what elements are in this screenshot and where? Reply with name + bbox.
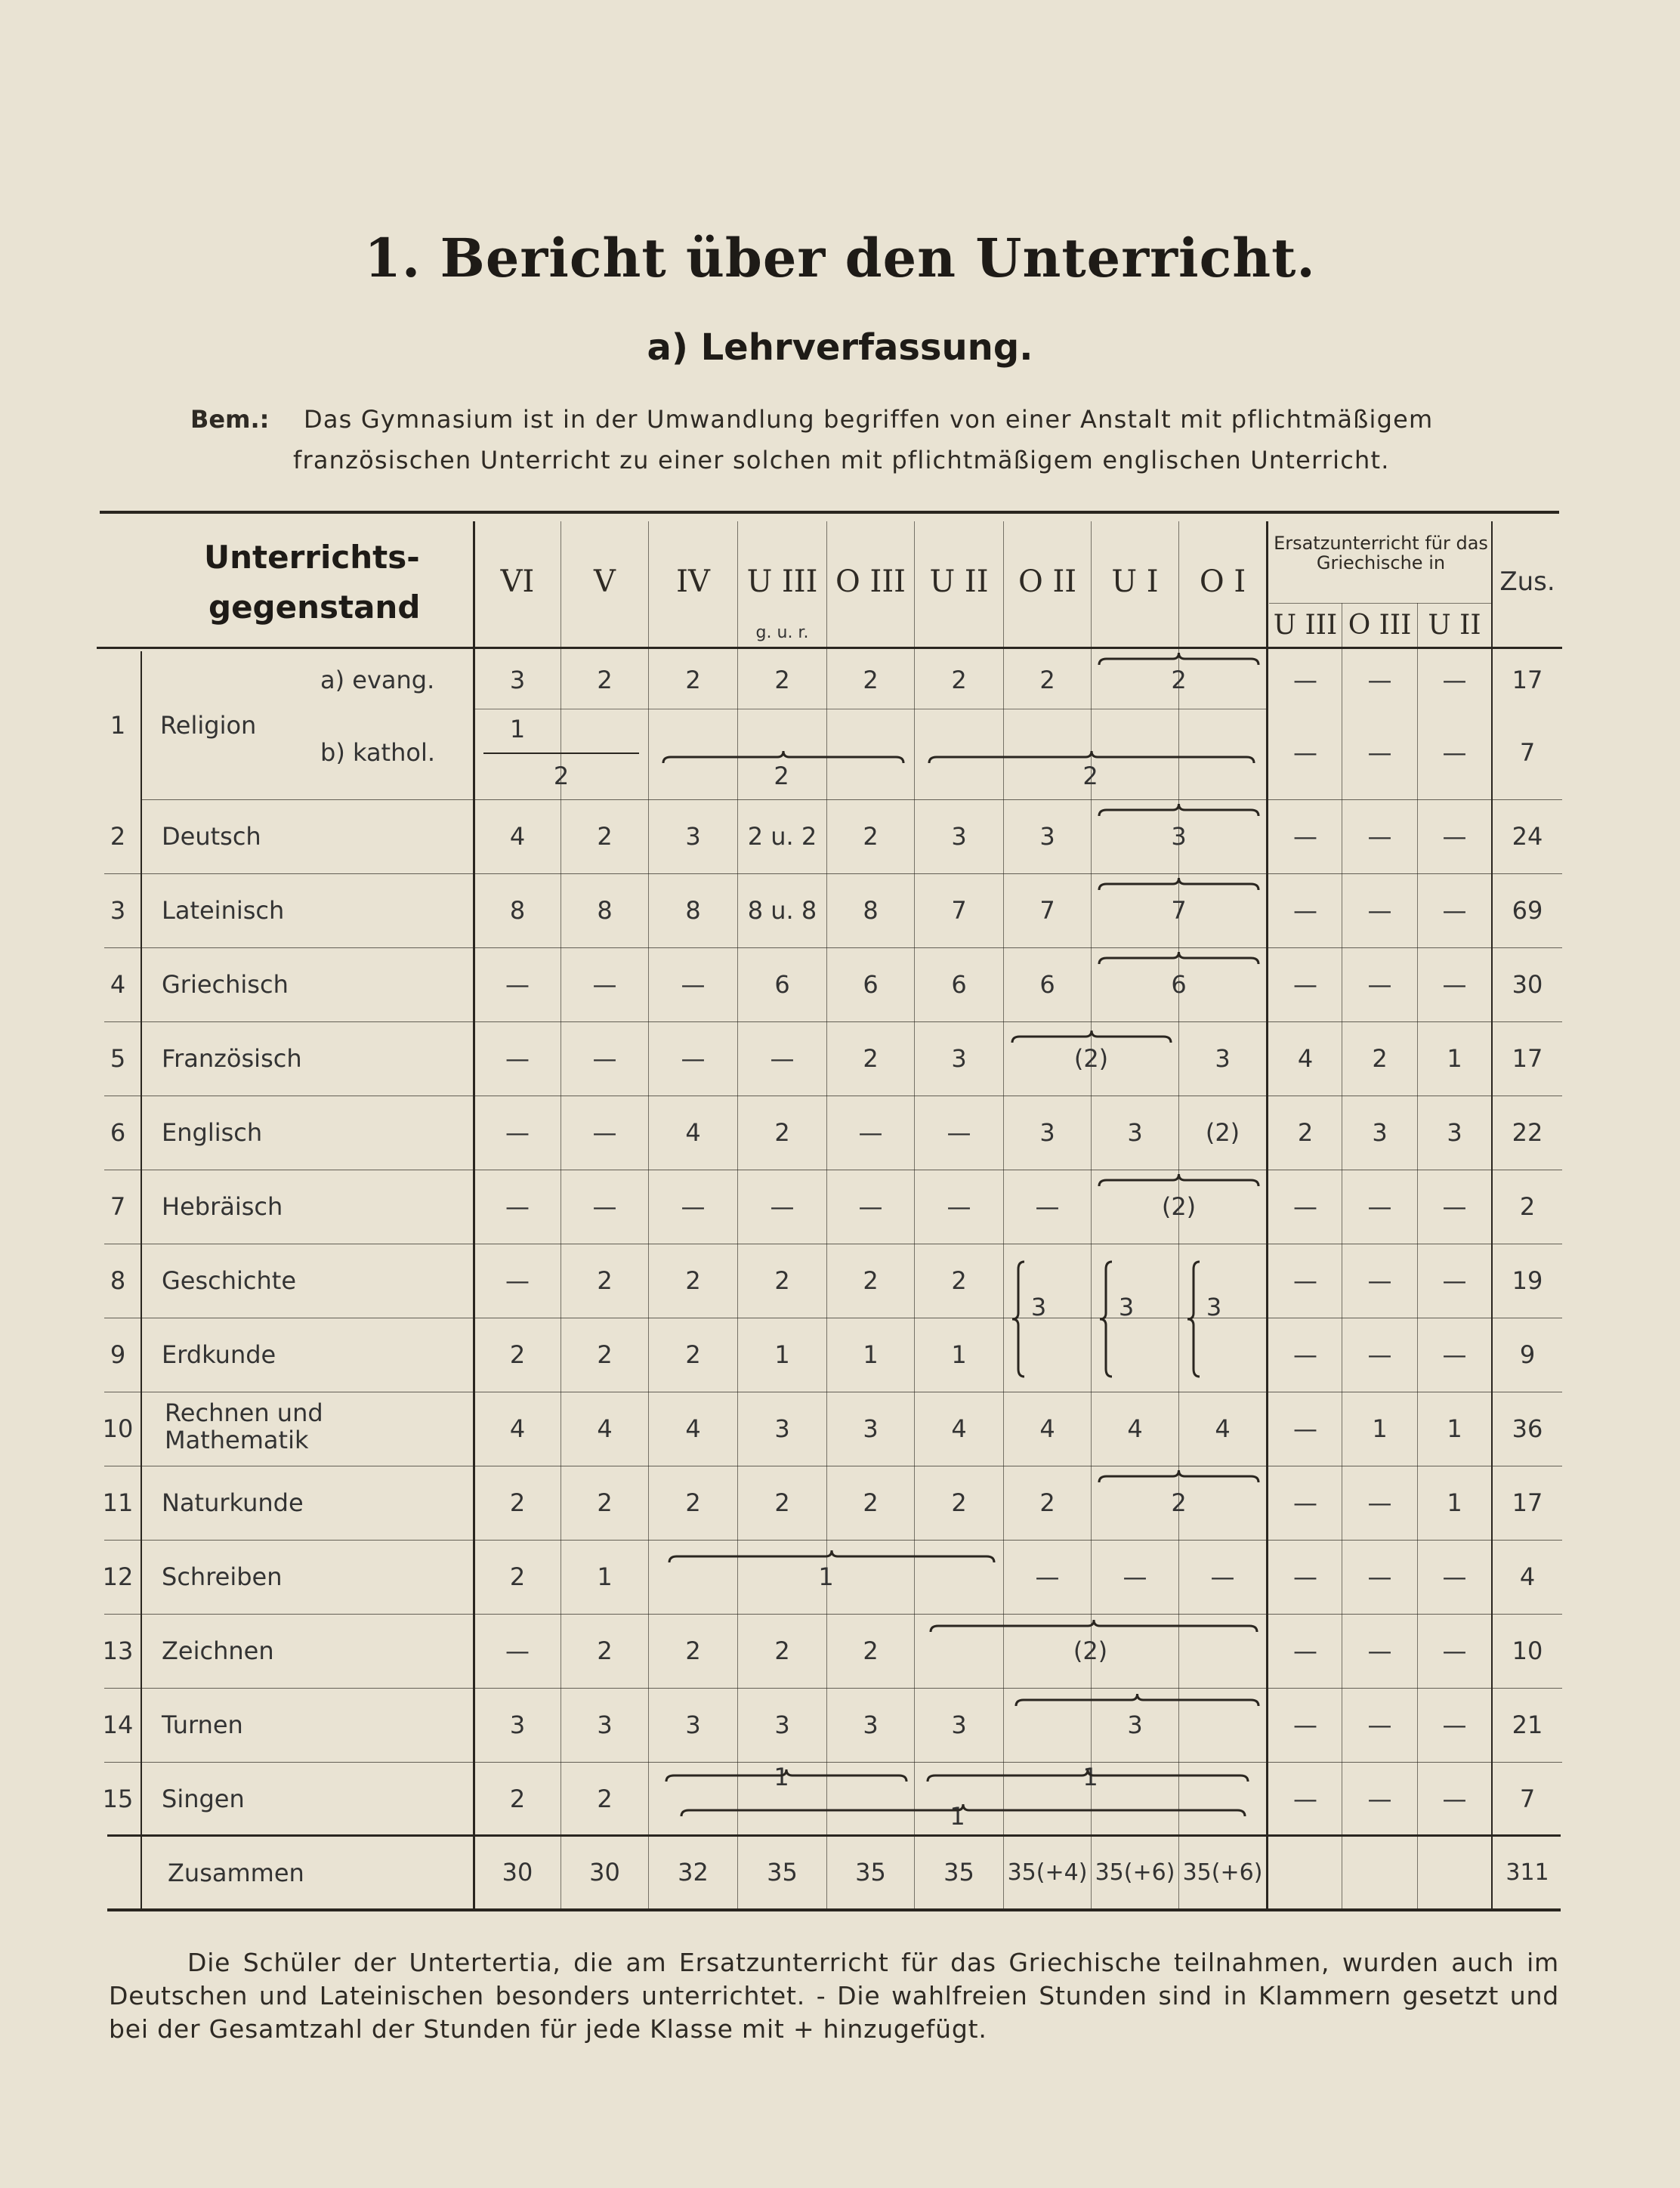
cell-value: —: [1367, 738, 1392, 767]
subject-name: Erdkunde: [162, 1340, 276, 1369]
cell-value: —: [681, 1044, 706, 1073]
subject-religion: Religion: [160, 711, 257, 740]
subject-name: Singen: [162, 1785, 245, 1813]
cell-value: —: [1293, 970, 1317, 999]
cell-value: 2: [685, 1340, 701, 1369]
cell-value: 3: [685, 822, 701, 851]
brace-mark: [1099, 878, 1258, 890]
cell-value: 3: [863, 1711, 879, 1739]
cell-value: 2: [685, 1488, 701, 1517]
subject-name: Französisch: [162, 1044, 302, 1073]
section-subtitle: a) Lehrverfassung.: [647, 326, 1033, 369]
row-number: 13: [102, 1636, 134, 1665]
cell-total: 9: [1519, 1340, 1536, 1369]
brace-mark: [929, 751, 1254, 763]
cell-value: 4: [685, 1118, 701, 1147]
row-number: 1: [110, 711, 126, 740]
cell-value: —: [592, 1118, 617, 1147]
brace-mark: [1012, 1031, 1171, 1043]
cell-total: 19: [1512, 1266, 1543, 1295]
cell-value: —: [1442, 1785, 1467, 1813]
row-number: 4: [110, 970, 126, 999]
row-number: 5: [110, 1044, 126, 1073]
cell-value: 2: [774, 1636, 790, 1665]
cell-value: (2): [1205, 1118, 1240, 1147]
cell-value: 3: [863, 1414, 879, 1443]
cell-total: 36: [1512, 1414, 1543, 1443]
cell-value: —: [1442, 896, 1467, 925]
cell-value: 8: [509, 896, 526, 925]
cell-value: 35(+6): [1095, 1859, 1175, 1886]
cell-total: 17: [1512, 666, 1543, 694]
vertical-brace-mark: [1100, 1262, 1112, 1377]
header-class-v: V: [594, 564, 616, 599]
cell-value: 4: [509, 822, 526, 851]
cell-value: 2: [597, 1636, 613, 1665]
header-subject-line-2: gegenstand: [208, 589, 421, 626]
cell-value: —: [1367, 1266, 1392, 1295]
brace-mark: [681, 1804, 1245, 1816]
brace-mark: [1016, 1694, 1258, 1706]
cell-value: —: [1293, 896, 1317, 925]
cell-value: 2: [1039, 666, 1055, 694]
cell-value: 4: [1127, 1414, 1143, 1443]
cell-value: —: [1367, 1636, 1392, 1665]
cell-value: 4: [685, 1414, 701, 1443]
cell-value: —: [505, 1044, 530, 1073]
cell-value: —: [1442, 1562, 1467, 1591]
subject-name: Turnen: [162, 1711, 243, 1739]
cell-value-merged: 3: [1171, 822, 1187, 851]
cell-value: 35(+4): [1007, 1859, 1088, 1886]
cell-value: —: [858, 1118, 883, 1147]
cell-value: —: [1367, 822, 1392, 851]
merged-history-geo-oi: 3: [1206, 1293, 1222, 1321]
cell-value: 2: [774, 1266, 790, 1295]
cell-value: —: [1293, 666, 1317, 694]
cell-value: —: [1442, 822, 1467, 851]
cell-value: 2 u. 2: [747, 822, 817, 851]
cell-value: 1: [951, 1340, 967, 1369]
remark-line-2: französischen Unterricht zu einer solchen mit pflichtmäßigem englischen Unterricht.: [293, 446, 1390, 474]
cell-value: 2: [509, 1488, 526, 1517]
vertical-brace-mark: [1012, 1262, 1024, 1377]
subject-name: Lateinisch: [162, 896, 285, 925]
vertical-brace-mark: [1187, 1262, 1200, 1377]
cell-value: —: [1035, 1192, 1060, 1221]
cell-total: 17: [1512, 1044, 1543, 1073]
footnote: [109, 1946, 1559, 2046]
cell-value: 3: [685, 1711, 701, 1739]
cell-value: 2: [951, 1266, 967, 1295]
subject-mathematik-line-1: Rechnen und: [165, 1398, 323, 1427]
cell-value: —: [1293, 1192, 1317, 1221]
row-number: 15: [102, 1785, 134, 1813]
cell-value: —: [1442, 1636, 1467, 1665]
cell-value-merged: 1: [950, 1802, 965, 1831]
cell-value: 1: [1372, 1414, 1388, 1443]
cell-value: 2: [597, 822, 613, 851]
brace-mark: [928, 1769, 1248, 1782]
cell-value-merged: 1: [1082, 1763, 1098, 1791]
cell-value: 30: [502, 1858, 533, 1887]
cell-value: 32: [678, 1858, 709, 1887]
header-ersatz-uii: U II: [1428, 609, 1481, 641]
row-number: 12: [102, 1562, 134, 1591]
cell-value-merged: 3: [1127, 1711, 1143, 1739]
brace-mark: [1099, 653, 1258, 665]
brace-mark: [663, 751, 903, 763]
cell-value: 2: [774, 1488, 790, 1517]
cell-value: 2: [597, 1785, 613, 1813]
subject-name: Geschichte: [162, 1266, 297, 1295]
brace-mark: [1099, 1470, 1258, 1482]
cell-value: 3: [509, 666, 526, 694]
cell-value: 2: [597, 666, 613, 694]
cell-value: —: [1367, 1192, 1392, 1221]
page-title: 1. Bericht über den Unterricht.: [364, 227, 1316, 289]
cell-total: 69: [1512, 896, 1543, 925]
cell-value: —: [770, 1192, 795, 1221]
cell-value: 2: [597, 1266, 613, 1295]
subject-name: Englisch: [162, 1118, 263, 1147]
cell-value: 3: [1039, 1118, 1055, 1147]
cell-value-merged: 2: [1171, 666, 1187, 694]
cell-total: 10: [1512, 1636, 1543, 1665]
cell-value: —: [1442, 1711, 1467, 1739]
cell-value: 7: [1039, 896, 1055, 925]
cell-value: —: [1442, 738, 1467, 767]
cell-value: 4: [597, 1414, 613, 1443]
brace-mark: [666, 1769, 906, 1782]
cell-value: —: [1293, 1785, 1317, 1813]
cell-value: —: [1293, 1562, 1317, 1591]
religion-b-label: b) kathol.: [320, 738, 436, 767]
header-class-vi: VI: [500, 564, 535, 599]
brace-mark: [1099, 952, 1258, 964]
cell-value: 1: [1447, 1414, 1462, 1443]
cell-value: 1: [863, 1340, 879, 1369]
header-class-uiii: U III: [746, 564, 818, 599]
cell-value: —: [1442, 1192, 1467, 1221]
row-number: 14: [102, 1711, 134, 1739]
cell-value-merged: 1: [774, 1763, 789, 1791]
cell-value: —: [592, 1044, 617, 1073]
cell-value: 4: [1039, 1414, 1055, 1443]
cell-value: 35: [855, 1858, 886, 1887]
cell-value: —: [770, 1044, 795, 1073]
row-number: 6: [110, 1118, 126, 1147]
header-class-oii: O II: [1018, 564, 1077, 599]
header-class-ui: U I: [1111, 564, 1159, 599]
cell-value: —: [1367, 896, 1392, 925]
cell-value: —: [1367, 970, 1392, 999]
cell-value: —: [1367, 1488, 1392, 1517]
cell-value: 3: [951, 822, 967, 851]
cell-value: 8: [597, 896, 613, 925]
cell-value: —: [1293, 822, 1317, 851]
cell-value: 1: [509, 715, 526, 743]
cell-value: 2: [1297, 1118, 1314, 1147]
cell-total: 21: [1512, 1711, 1543, 1739]
cell-value: 3: [951, 1711, 967, 1739]
cell-value: 8: [863, 896, 879, 925]
cell-value: 2: [1372, 1044, 1388, 1073]
cell-value: 2: [1039, 1488, 1055, 1517]
brace-mark: [931, 1620, 1257, 1632]
cell-value-merged: 2: [553, 762, 570, 790]
cell-value: 4: [951, 1414, 967, 1443]
cell-value: 2: [685, 1266, 701, 1295]
row-number: 7: [110, 1192, 126, 1221]
cell-value-merged: 2: [1082, 762, 1098, 790]
cell-value: 35(+6): [1182, 1859, 1263, 1886]
cell-value: 1: [1447, 1044, 1462, 1073]
merged-history-geo-oii: 3: [1030, 1293, 1047, 1321]
cell-value: —: [1293, 1711, 1317, 1739]
cell-value: —: [681, 1192, 706, 1221]
cell-value: —: [1367, 1340, 1392, 1369]
cell-value: —: [1293, 1266, 1317, 1295]
cell-value: —: [505, 1192, 530, 1221]
remark-label: Bem.:: [190, 405, 270, 434]
cell-value: —: [1293, 1414, 1317, 1443]
cell-value: 6: [774, 970, 790, 999]
cell-value: —: [1293, 1488, 1317, 1517]
cell-value: —: [1442, 1340, 1467, 1369]
cell-value: 4: [509, 1414, 526, 1443]
cell-total: 4: [1519, 1562, 1536, 1591]
cell-value: —: [505, 1636, 530, 1665]
merged-history-geo-ui: 3: [1118, 1293, 1135, 1321]
subject-name: Naturkunde: [162, 1488, 304, 1517]
sum-label: Zusammen: [168, 1859, 304, 1887]
cell-value: 35: [767, 1858, 798, 1887]
cell-value: —: [505, 1266, 530, 1295]
cell-value: 1: [774, 1340, 790, 1369]
cell-value: —: [681, 970, 706, 999]
cell-value: 2: [951, 666, 967, 694]
cell-value: —: [1293, 738, 1317, 767]
cell-value: —: [1442, 666, 1467, 694]
header-class-uii: U II: [929, 564, 989, 599]
cell-value: 3: [1127, 1118, 1143, 1147]
cell-total: 7: [1519, 738, 1536, 767]
header-uiii-note: g. u. r.: [755, 623, 809, 642]
cell-value: —: [1210, 1562, 1235, 1591]
cell-value: 2: [863, 822, 879, 851]
header-class-iv: IV: [676, 564, 710, 599]
cell-value: 1: [1447, 1488, 1462, 1517]
subject-name: Schreiben: [162, 1562, 283, 1591]
cell-value: 1: [597, 1562, 613, 1591]
brace-mark: [1099, 1174, 1258, 1186]
header-class-oi: O I: [1199, 564, 1246, 599]
cell-value-merged: 7: [1171, 896, 1187, 925]
cell-value: 3: [951, 1044, 967, 1073]
cell-value: 2: [509, 1785, 526, 1813]
cell-value-merged: (2): [1073, 1636, 1108, 1665]
cell-value: 2: [863, 1636, 879, 1665]
cell-value: 2: [774, 1118, 790, 1147]
cell-total: 311: [1506, 1859, 1549, 1886]
cell-total: 22: [1512, 1118, 1543, 1147]
cell-value: —: [592, 1192, 617, 1221]
cell-value: —: [858, 1192, 883, 1221]
cell-value: —: [947, 1118, 971, 1147]
header-subject-line-1: Unterrichts-: [204, 539, 420, 576]
cell-value: —: [1035, 1562, 1060, 1591]
cell-value-merged: (2): [1161, 1192, 1197, 1221]
cell-value: —: [1367, 1711, 1392, 1739]
cell-value: —: [1367, 1562, 1392, 1591]
cell-total: 2: [1519, 1192, 1536, 1221]
row-number: 8: [110, 1266, 126, 1295]
cell-value: 6: [863, 970, 879, 999]
subject-mathematik-line-2: Mathematik: [165, 1426, 309, 1454]
row-number: 9: [110, 1340, 126, 1369]
brace-mark: [669, 1550, 994, 1562]
footnote-text: Die Schüler der Untertertia, die am Ersatzunterricht für das Griechische teilnahmen, wurden auch im Deutschen und Lateinischen besonders unterrichtet. - Die wahlfreien Stunden sind in Klammern gesetzt und bei der Gesamtzahl der Stunden für jede Klasse mit + hinzugefügt.: [109, 1948, 1559, 2044]
row-number: 10: [102, 1414, 134, 1443]
cell-value-merged: 6: [1171, 970, 1187, 999]
cell-value: —: [592, 970, 617, 999]
cell-value: 3: [1215, 1044, 1231, 1073]
cell-total: 17: [1512, 1488, 1543, 1517]
cell-value: 3: [774, 1711, 790, 1739]
remark-line-1: Das Gymnasium ist in der Umwandlung begriffen von einer Anstalt mit pflichtmäßigem: [304, 405, 1434, 434]
subject-name: Deutsch: [162, 822, 261, 851]
cell-value: 2: [863, 1266, 879, 1295]
cell-value: 2: [685, 1636, 701, 1665]
cell-total: 24: [1512, 822, 1543, 851]
subject-name: Griechisch: [162, 970, 289, 999]
cell-value: 3: [597, 1711, 613, 1739]
cell-value: —: [505, 970, 530, 999]
cell-value-merged: 2: [774, 762, 789, 790]
cell-value: 2: [863, 1044, 879, 1073]
cell-value-merged: 2: [1171, 1488, 1187, 1517]
cell-value: 35: [943, 1858, 974, 1887]
cell-value: 4: [1297, 1044, 1314, 1073]
row-number: 2: [110, 822, 126, 851]
religion-a-label: a) evang.: [320, 666, 435, 694]
header-ersatz-title: Ersatzunterricht für das Griechische in: [1274, 533, 1488, 573]
cell-value: 3: [1447, 1118, 1462, 1147]
cell-value: —: [1442, 970, 1467, 999]
cell-value: —: [1442, 1266, 1467, 1295]
cell-total: 7: [1519, 1785, 1536, 1813]
cell-value: 3: [509, 1711, 526, 1739]
cell-value: 3: [774, 1414, 790, 1443]
cell-value: 2: [863, 666, 879, 694]
cell-value: 6: [951, 970, 967, 999]
cell-value: 2: [509, 1562, 526, 1591]
cell-value: 8 u. 8: [747, 896, 817, 925]
header-class-oiii: O III: [835, 564, 906, 599]
cell-value: —: [1367, 1785, 1392, 1813]
cell-value: —: [1293, 1340, 1317, 1369]
cell-value: —: [1367, 666, 1392, 694]
cell-value: 4: [1215, 1414, 1231, 1443]
cell-value: —: [1293, 1636, 1317, 1665]
cell-value: —: [947, 1192, 971, 1221]
cell-value: 2: [597, 1340, 613, 1369]
cell-value: 8: [685, 896, 701, 925]
cell-value: 2: [774, 666, 790, 694]
row-number: 3: [110, 896, 126, 925]
cell-value: 3: [1039, 822, 1055, 851]
cell-value: 2: [597, 1488, 613, 1517]
cell-value: —: [505, 1118, 530, 1147]
row-number: 11: [102, 1488, 134, 1517]
brace-mark: [1099, 804, 1258, 816]
cell-value: 2: [509, 1340, 526, 1369]
cell-total: 30: [1512, 970, 1543, 999]
header-ersatz-oiii: O III: [1348, 609, 1412, 641]
cell-value: 2: [951, 1488, 967, 1517]
cell-value: 6: [1039, 970, 1055, 999]
cell-value-merged: 1: [818, 1562, 834, 1591]
cell-value: 30: [589, 1858, 620, 1887]
cell-value: 2: [685, 666, 701, 694]
cell-value: 7: [951, 896, 967, 925]
header-total: Zus.: [1499, 567, 1555, 597]
header-ersatz-uiii: U III: [1273, 609, 1338, 641]
cell-value: —: [1123, 1562, 1147, 1591]
subject-name: Hebräisch: [162, 1192, 283, 1221]
subject-name: Zeichnen: [162, 1636, 274, 1665]
cell-value: 2: [863, 1488, 879, 1517]
cell-value-merged: (2): [1073, 1044, 1109, 1073]
cell-value: 3: [1372, 1118, 1388, 1147]
